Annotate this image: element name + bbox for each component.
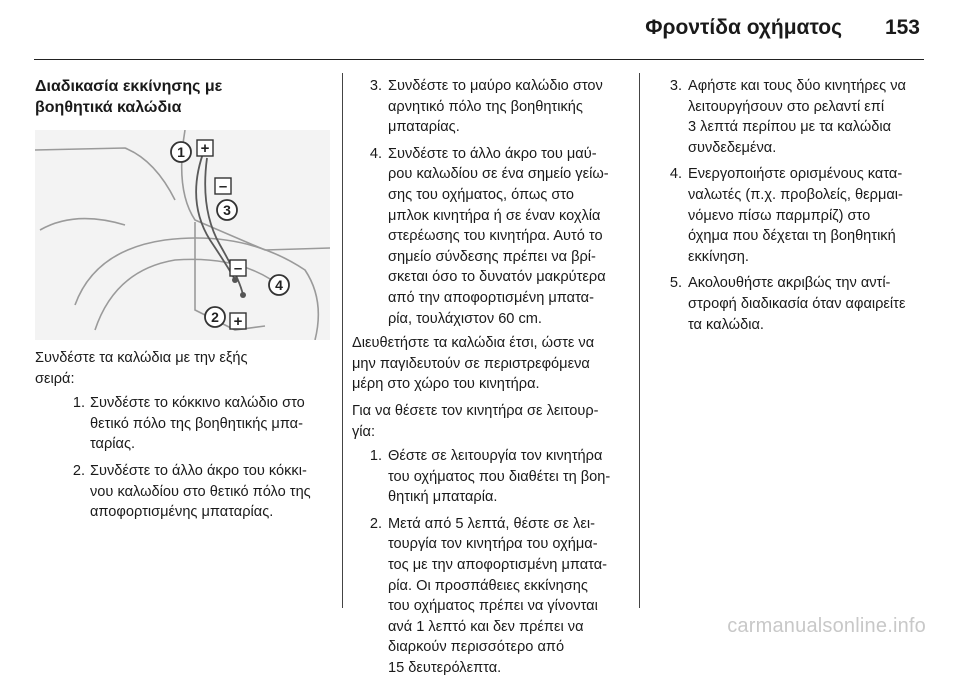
text-line: εκκίνηση. bbox=[688, 248, 749, 265]
list-item bbox=[35, 461, 335, 523]
text-line: νόμενο πίσω παρμπρίζ) στο bbox=[688, 207, 871, 224]
text-line: Θέστε σε λειτουργία τον κινητήρα bbox=[388, 448, 603, 465]
text-line: μέρη στο χώρο του κινητήρα. bbox=[352, 376, 540, 393]
list-number: 2. bbox=[72, 462, 85, 479]
list-number: 4. bbox=[669, 166, 682, 183]
list-item bbox=[652, 76, 932, 158]
text-line: Διευθετήστε τα καλώδια έτσι, ώστε να bbox=[352, 335, 595, 352]
text-line: ναλωτές (π.χ. προβολείς, θερμαι- bbox=[688, 186, 903, 203]
list-number: 2. bbox=[369, 515, 382, 532]
text-line: μπλοκ κινητήρα ή σε έναν κοχλία bbox=[388, 207, 601, 224]
clamp-4 bbox=[240, 292, 246, 298]
text-line: διαρκούν περισσότερο από bbox=[388, 639, 565, 656]
text-line: σκεται όσο το δυνατόν μακρύτερα bbox=[388, 269, 606, 286]
text-line: 15 δευτερόλεπτα. bbox=[388, 660, 502, 677]
list-number: 3. bbox=[369, 78, 382, 94]
column-1-text bbox=[35, 348, 335, 523]
text-line: γία: bbox=[352, 423, 376, 440]
list-number: 3. bbox=[669, 78, 682, 94]
paragraph bbox=[352, 401, 632, 442]
text-line: Συνδέστε τα καλώδια με την εξής bbox=[35, 350, 248, 366]
section-title: Φροντίδα οχήματος bbox=[645, 16, 842, 39]
list-item bbox=[352, 144, 632, 329]
heading-line: βοηθητικά καλώδια bbox=[35, 99, 182, 116]
plus-sign: + bbox=[200, 140, 210, 157]
column-3 bbox=[652, 76, 932, 335]
column-divider-2 bbox=[639, 73, 640, 608]
text-line: μην παγιδευτούν σε περιστρεφόμενα bbox=[352, 355, 590, 372]
clamp-2 bbox=[232, 277, 238, 283]
list-item bbox=[352, 76, 632, 138]
list-item bbox=[652, 273, 932, 335]
section-heading bbox=[35, 76, 335, 118]
panel-line bbox=[40, 219, 125, 230]
heading-line: Διαδικασία εκκίνησης με bbox=[35, 78, 223, 95]
text-line: τουργία τον κινητήρα του οχήμα- bbox=[388, 536, 598, 553]
text-line: Αφήστε και τους δύο κινητήρες να bbox=[688, 78, 906, 94]
page-number: 153 bbox=[884, 16, 920, 39]
text-line: ταρίας. bbox=[90, 436, 136, 453]
list-number: 5. bbox=[669, 275, 682, 292]
text-line: ρου καλωδίου σε ένα σημείο γείω- bbox=[388, 166, 609, 183]
text-line: του οχήματος πρέπει να γίνονται bbox=[388, 598, 598, 615]
text-line: σης του οχήματος, όπως στο bbox=[388, 186, 575, 203]
text-line: από την αποφορτισμένη μπατα- bbox=[388, 289, 594, 306]
text-line: 3 λεπτά περίπου με τα καλώδια bbox=[688, 119, 892, 136]
text-line: στερέωσης του κινητήρα. Αυτό το bbox=[388, 228, 603, 245]
intro-paragraph bbox=[35, 348, 335, 389]
text-line: στροφή διαδικασία όταν αφαιρείτε bbox=[688, 295, 906, 312]
column-divider-1 bbox=[342, 73, 343, 608]
callout-2: 2 bbox=[211, 309, 219, 325]
text-line: Μετά από 5 λεπτά, θέστε σε λει- bbox=[388, 515, 595, 532]
text-line: λειτουργήσουν στο ρελαντί επί bbox=[688, 98, 885, 115]
callout-1: 1 bbox=[177, 144, 185, 160]
text-line: αρνητικό πόλο της βοηθητικής bbox=[388, 98, 583, 115]
text-line: σειρά: bbox=[35, 370, 75, 387]
column-1 bbox=[35, 76, 335, 118]
text-line: του οχήματος που διαθέτει τη βοη- bbox=[388, 468, 611, 485]
text-line: σημείο σύνδεσης πρέπει να βρί- bbox=[388, 248, 596, 265]
text-line: Συνδέστε το άλλο άκρο του κόκκι- bbox=[90, 462, 307, 479]
list-item bbox=[35, 393, 335, 455]
list-item bbox=[352, 446, 632, 508]
text-line: νου καλωδίου στο θετικό πόλο της bbox=[90, 483, 311, 500]
text-line: Συνδέστε το μαύρο καλώδιο στον bbox=[388, 78, 603, 94]
minus-sign: – bbox=[233, 260, 243, 277]
engine-cover-inner bbox=[95, 259, 285, 330]
list-number: 1. bbox=[72, 395, 85, 412]
text-line: ρία, τουλάχιστον 60 cm. bbox=[388, 310, 542, 327]
plus-sign: + bbox=[233, 313, 243, 330]
text-line: θητική μπαταρία. bbox=[388, 489, 498, 506]
hood-edge bbox=[35, 148, 175, 200]
callout-4: 4 bbox=[275, 277, 283, 293]
header-rule bbox=[34, 59, 924, 60]
list-item bbox=[352, 514, 632, 679]
list-number: 1. bbox=[369, 448, 382, 465]
column-2 bbox=[352, 76, 632, 679]
paragraph bbox=[352, 333, 632, 395]
text-line: συνδεδεμένα. bbox=[688, 139, 777, 156]
text-line: τα καλώδια. bbox=[688, 316, 764, 333]
text-line: Συνδέστε το άλλο άκρο του μαύ- bbox=[388, 145, 597, 162]
text-line: Ενεργοποιήστε ορισμένους κατα- bbox=[688, 166, 903, 183]
minus-sign: – bbox=[218, 178, 228, 195]
text-line: Συνδέστε το κόκκινο καλώδιο στο bbox=[90, 395, 305, 412]
text-line: όχημα που δέχεται τη βοηθητική bbox=[688, 228, 896, 245]
text-line: θετικό πόλο της βοηθητικής μπα- bbox=[90, 415, 303, 432]
watermark: carmanualsonline.info bbox=[727, 615, 926, 637]
list-number: 4. bbox=[369, 145, 382, 162]
text-line: Για να θέσετε τον κινητήρα σε λειτουρ- bbox=[352, 402, 599, 419]
text-line: μπαταρίας. bbox=[388, 119, 460, 136]
text-line: ανά 1 λεπτό και δεν πρέπει να bbox=[388, 618, 584, 635]
text-line: Ακολουθήστε ακριβώς την αντί- bbox=[688, 275, 891, 292]
list-item bbox=[652, 164, 932, 267]
engine-bay-illustration bbox=[35, 130, 330, 340]
text-line: αποφορτισμένης μπαταρίας. bbox=[90, 504, 274, 521]
jump-start-figure bbox=[35, 130, 330, 340]
text-line: τος με την αποφορτισμένη μπατα- bbox=[388, 557, 608, 574]
text-line: ρία. Οι προσπάθειες εκκίνησης bbox=[388, 577, 588, 594]
callout-3: 3 bbox=[223, 202, 231, 218]
